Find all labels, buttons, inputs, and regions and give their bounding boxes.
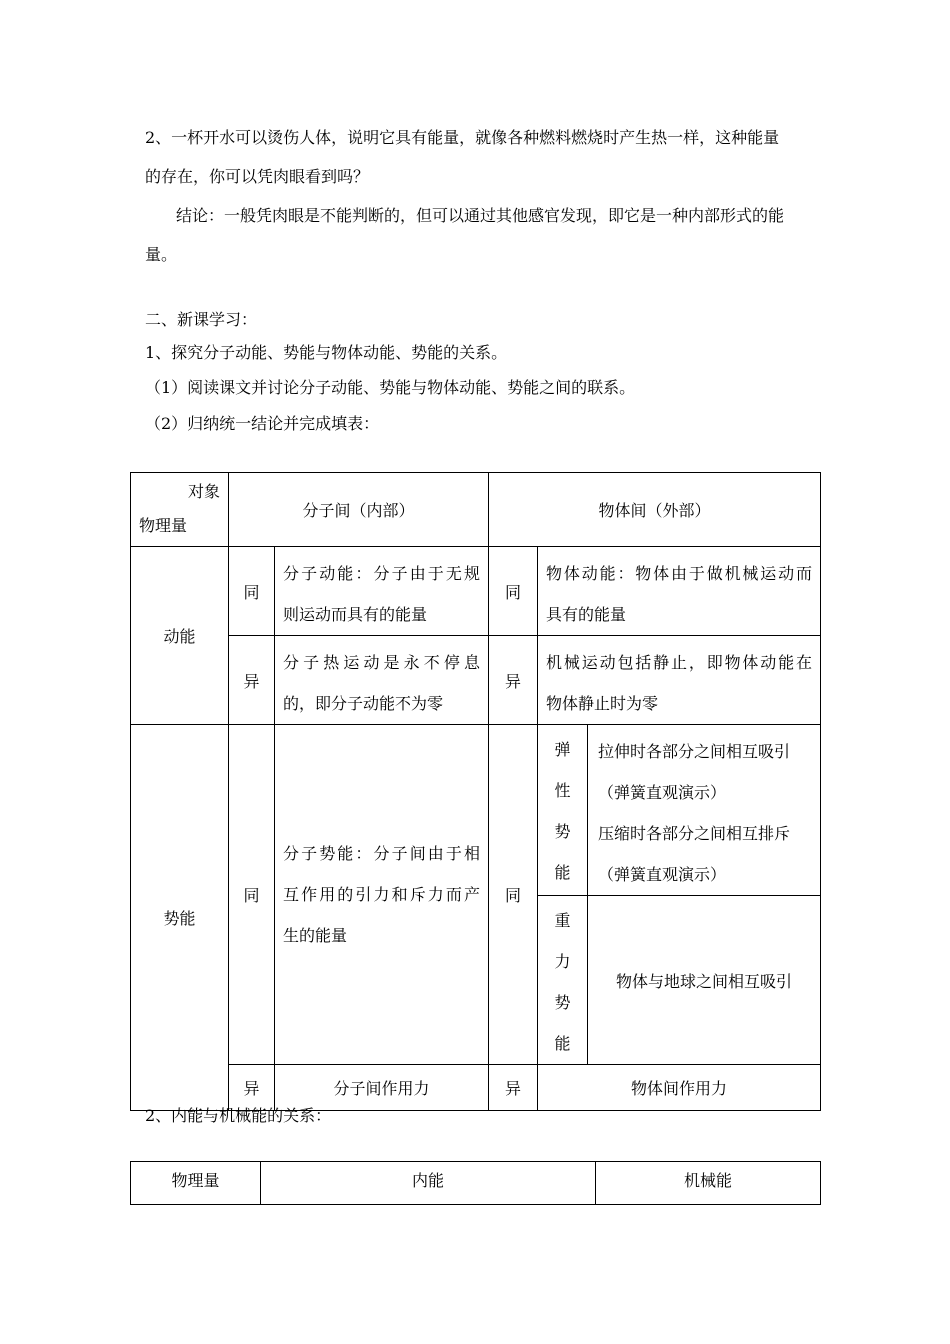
kinetic-same-object: 物体动能：物体由于做机械运动而 具有的能量 xyxy=(538,547,821,636)
table-header-corner xyxy=(131,473,229,547)
potential-diff-mol-tag: 异 xyxy=(229,1065,275,1111)
item-2: 2、内能与机械能的关系： xyxy=(145,1106,332,1125)
elastic-potential-desc: 拉伸时各部分之间相互吸引 （弹簧直观演示） 压缩时各部分之间相互排斥 （弹簧直观演示） xyxy=(588,725,821,896)
kinetic-diff-object: 机械运动包括静止，即物体动能在 物体静止时为零 xyxy=(538,636,821,725)
sub-item-1: （1）阅读课文并讨论分子动能、势能与物体动能、势能之间的联系。 xyxy=(145,378,636,397)
kinetic-same-molecule: 分子动能：分子由于无规 则运动而具有的能量 xyxy=(275,547,489,636)
kinetic-same-obj-tag: 同 xyxy=(489,547,538,636)
conclusion-line-1: 结论：一般凭肉眼是不能判断的，但可以通过其他感官发现，即它是一种内部形式的能 xyxy=(176,206,785,225)
row-potential-label: 势能 xyxy=(131,725,229,1111)
question-2-line-2: 的存在，你可以凭肉眼看到吗？ xyxy=(145,167,370,186)
comparison-table xyxy=(130,472,821,1111)
conclusion-line-2: 量。 xyxy=(145,245,178,264)
potential-diff-obj-tag: 异 xyxy=(489,1065,538,1111)
gravity-potential-desc: 物体与地球之间相互吸引 xyxy=(588,896,821,1065)
header-molecule: 分子间（内部） xyxy=(229,473,489,547)
kinetic-diff-obj-tag: 异 xyxy=(489,636,538,725)
table2-col-internal: 内能 xyxy=(261,1162,596,1205)
potential-same-obj-tag: 同 xyxy=(489,725,538,1065)
potential-same-molecule: 分子势能：分子间由于相 互作用的引力和斥力而产 生的能量 xyxy=(275,725,489,1065)
kinetic-same-mol-tag: 同 xyxy=(229,547,275,636)
potential-same-mol-tag: 同 xyxy=(229,725,275,1065)
section-heading: 二、新课学习： xyxy=(145,310,258,329)
row-kinetic-label: 动能 xyxy=(131,547,229,725)
kinetic-diff-molecule: 分子热运动是永不停息 的，即分子动能不为零 xyxy=(275,636,489,725)
item-1: 1、探究分子动能、势能与物体动能、势能的关系。 xyxy=(145,343,508,362)
elastic-potential-label: 弹 性 势 能 xyxy=(538,725,588,896)
potential-diff-molecule: 分子间作用力 xyxy=(275,1065,489,1111)
energy-relation-table xyxy=(130,1161,821,1205)
kinetic-diff-mol-tag: 异 xyxy=(229,636,275,725)
question-2-line-1: 2、一杯开水可以烫伤人体，说明它具有能量，就像各种燃料燃烧时产生热一样，这种能量 xyxy=(145,128,780,147)
table2-col-quantity: 物理量 xyxy=(131,1162,261,1205)
header-object-label: 对象 xyxy=(187,482,220,501)
potential-diff-object: 物体间作用力 xyxy=(538,1065,821,1111)
header-quantity-label: 物理量 xyxy=(139,516,188,535)
sub-item-2: （2）归纳统一结论并完成填表： xyxy=(145,414,380,433)
header-object: 物体间（外部） xyxy=(489,473,821,547)
table2-col-mechanical: 机械能 xyxy=(596,1162,821,1205)
gravity-potential-label: 重 力 势 能 xyxy=(538,896,588,1065)
